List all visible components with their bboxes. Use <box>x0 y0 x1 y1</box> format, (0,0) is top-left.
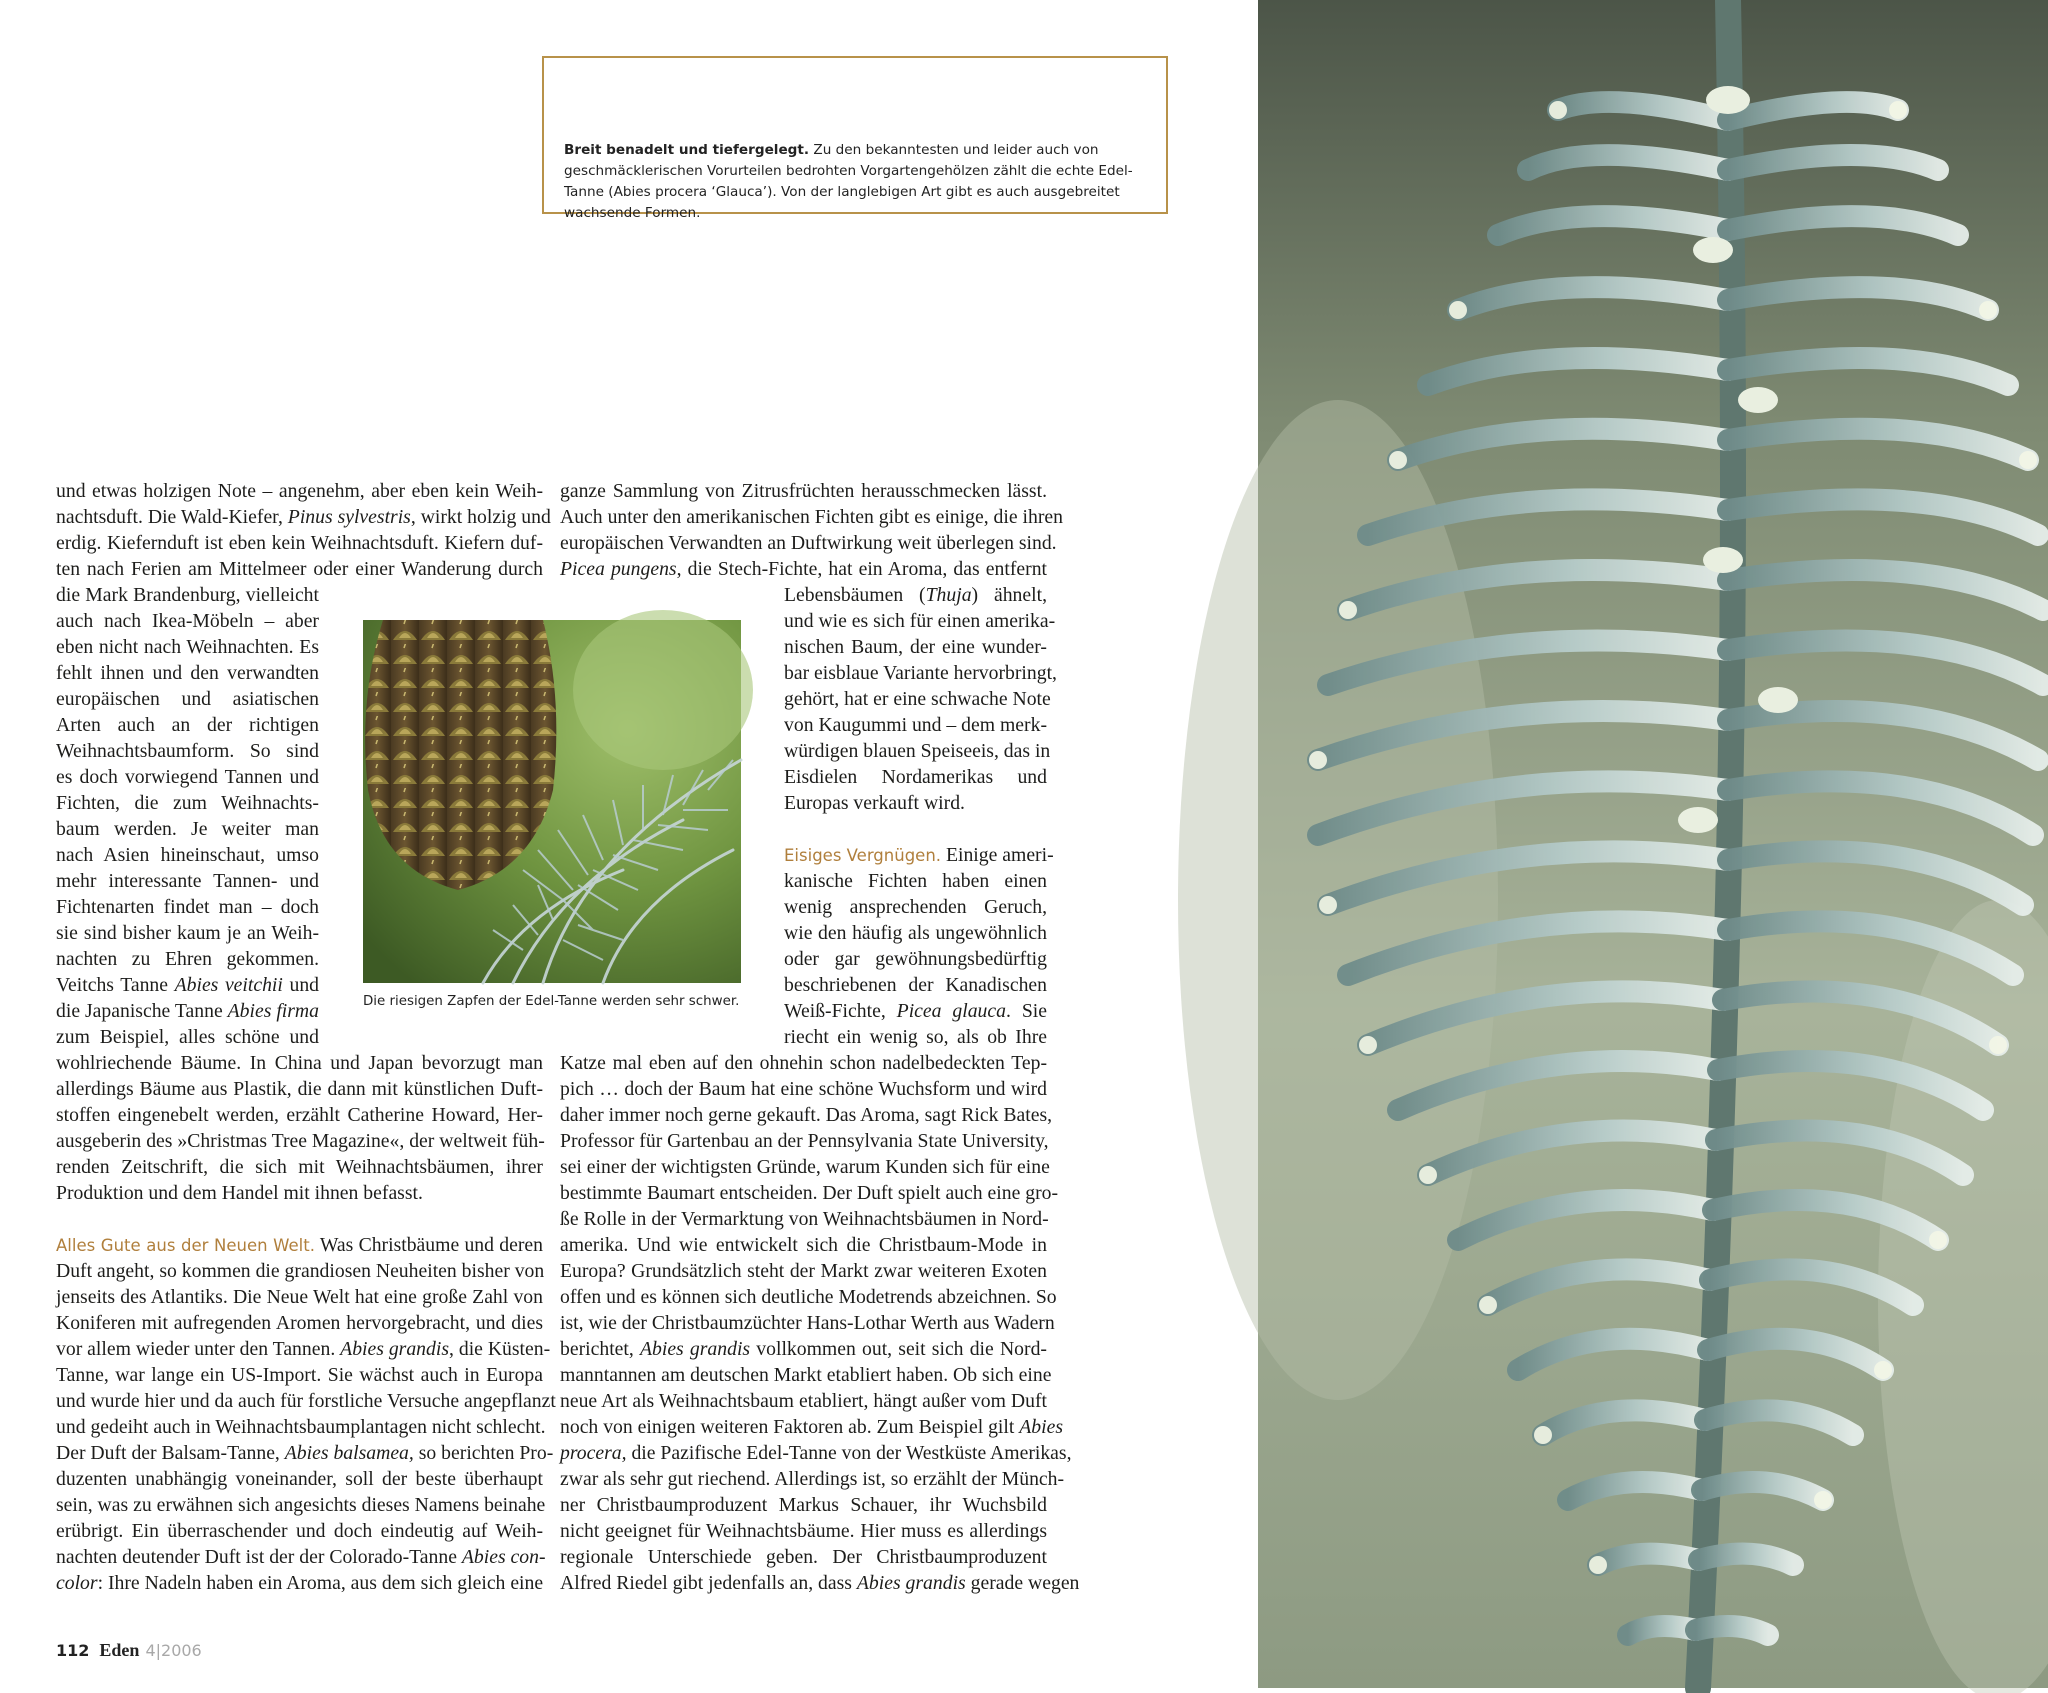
caption-box-body: Zu den bekanntesten und leider auch von geschmäcklerischen Vorurteilen bedrohten Vorgartengehölzen zählt die echte Edel-Tanne (Abies procera ‘Glauca’). Von der langlebigen Art gibt es auch ausgebreitet wachsende Formen. <box>564 142 1133 221</box>
blue-fir-branch-photo <box>1258 0 2048 1688</box>
text-line: Weihnachtsbaumform. So sind <box>56 740 319 762</box>
right-column-lower <box>560 1050 1080 1596</box>
text-line: Alfred Riedel gibt jedenfalls an, dass Abies grandis gerade wegen <box>560 1572 1080 1594</box>
text-line: nachten zu Ehren gekommen. <box>56 948 319 970</box>
text-line: würdigen blauen Speiseeis, das in <box>784 740 1051 762</box>
text-line: europäischen und asiatischen <box>56 688 319 710</box>
text-line: allerdings Bäume aus Plastik, die dann mit künstlichen Duft- <box>56 1078 543 1100</box>
text-line: bar eisblaue Variante hervorbringt, <box>784 662 1057 684</box>
text-line: kanische Fichten haben einen <box>784 870 1047 892</box>
text-line: jenseits des Atlantiks. Die Neue Welt hat eine große Zahl von <box>56 1286 543 1308</box>
text-line: und gedeiht auch in Weihnachtsbaumplantagen nicht schlecht. <box>56 1416 546 1438</box>
text-line: Professor für Gartenbau an der Pennsylvania State University, <box>560 1130 1049 1152</box>
text-line: Europa? Grundsätzlich steht der Markt zwar weiteren Exoten <box>560 1260 1047 1282</box>
right-column <box>560 478 1063 582</box>
text-line: wie den häufig als ungewöhnlich <box>784 922 1047 944</box>
text-line: mehr interessante Tannen- und <box>56 870 319 892</box>
text-line: die Mark Brandenburg, vielleicht <box>56 584 319 606</box>
page-folio <box>56 1640 202 1661</box>
text-line: gehört, hat er eine schwache Note <box>784 688 1051 710</box>
fir-cone-illustration <box>363 620 741 983</box>
left-column <box>56 478 551 582</box>
text-line: sei einer der wichtigsten Gründe, warum Kunden sich für eine <box>560 1156 1050 1178</box>
text-line: Tanne, war lange ein US-Import. Sie wächst auch in Europa <box>56 1364 543 1386</box>
text-line: stoffen eingenebelt werden, erzählt Catherine Howard, Her- <box>56 1104 543 1126</box>
text-line: amerika. Und wie entwickelt sich die Christbaum-Mode in <box>560 1234 1047 1256</box>
text-line: Fichtenarten findet man – doch <box>56 896 319 918</box>
text-line: nachten deutender Duft ist der der Colorado-Tanne Abies con- <box>56 1546 546 1568</box>
text-line: Lebensbäumen (Thuja) ähnelt, <box>784 584 1047 606</box>
photo-caption: Die riesigen Zapfen der Edel-Tanne werden sehr schwer. <box>363 994 740 1009</box>
text-line: vor allem wieder unter den Tannen. Abies grandis, die Küsten- <box>56 1338 551 1360</box>
left-column-narrow <box>56 582 319 1050</box>
text-line: eben nicht nach Weihnachten. Es <box>56 636 319 658</box>
text-line: Veitchs Tanne Abies veitchii und <box>56 974 320 996</box>
text-line: sein, was zu erwähnen sich angesichts dieses Namens beinahe <box>56 1494 546 1516</box>
text-line: bestimmte Baumart entscheiden. Der Duft spielt auch eine gro- <box>560 1182 1059 1204</box>
text-line: ganze Sammlung von Zitrusfrüchten herausschmecken lässt. <box>560 480 1047 502</box>
photo-caption-box <box>542 56 1168 221</box>
text-line: duzenten unabhängig voneinander, soll der beste überhaupt <box>56 1468 543 1490</box>
text-line: neue Art als Weihnachtsbaum etabliert, hängt außer vom Duft <box>560 1390 1047 1412</box>
text-line: Fichten, die zum Weihnachts- <box>56 792 319 814</box>
text-line: Picea pungens, die Stech-Fichte, hat ein Aroma, das entfernt <box>560 558 1048 580</box>
text-line: riecht ein wenig so, als ob Ihre <box>784 1026 1047 1048</box>
right-column-narrow <box>784 582 1057 1050</box>
text-line: oder gar gewöhnungsbedürftig <box>784 948 1047 970</box>
text-line: noch von einigen weiteren Faktoren ab. Zum Beispiel gilt Abies <box>560 1416 1064 1438</box>
text-line: Der Duft der Balsam-Tanne, Abies balsamea, so berichten Pro- <box>56 1442 554 1464</box>
text-line: nachtsduft. Die Wald-Kiefer, Pinus sylvestris, wirkt holzig und <box>56 506 551 528</box>
text-line: color: Ihre Nadeln haben ein Aroma, aus dem sich gleich eine <box>56 1572 544 1594</box>
text-line: von Kaugummi und – dem merk- <box>784 714 1048 736</box>
text-line: beschriebenen der Kanadischen <box>784 974 1047 996</box>
text-line: Auch unter den amerikanischen Fichten gibt es einige, die ihren <box>560 506 1063 528</box>
text-line: nach Asien hineinschaut, umso <box>56 844 319 866</box>
text-line: zum Beispiel, alles schöne und <box>56 1026 319 1048</box>
text-line: ausgeberin des »Christmas Tree Magazine«, der weltweit füh- <box>56 1130 545 1152</box>
text-line: und etwas holzigen Note – angenehm, aber eben kein Weih- <box>56 480 543 502</box>
text-line: europäischen Verwandten an Duftwirkung weit überlegen sind. <box>560 532 1057 554</box>
left-column-lower <box>56 1050 556 1596</box>
text-line: wenig ansprechenden Geruch, <box>784 896 1047 918</box>
section-heading: Eisiges Vergnügen. <box>784 846 942 865</box>
text-line: erdig. Kiefernduft ist eben kein Weihnachtsduft. Kiefern duf- <box>56 532 543 554</box>
caption-box-text <box>564 140 1144 224</box>
text-line: Produktion und dem Handel mit ihnen befasst. <box>56 1182 423 1204</box>
text-line: nischen Baum, der eine wunder- <box>784 636 1047 658</box>
text-line: zwar als sehr gut riechend. Allerdings ist, so erzählt der Münch- <box>560 1468 1065 1490</box>
text-line: Katze mal eben auf den ohnehin schon nadelbedeckten Tep- <box>560 1052 1047 1074</box>
caption-box-lead: Breit benadelt und tiefergelegt. <box>564 142 810 158</box>
text-line: ten nach Ferien am Mittelmeer oder einer Wanderung durch <box>56 558 543 580</box>
text-line: wohlriechende Bäume. In China und Japan bevorzugt man <box>56 1052 543 1074</box>
text-line: offen und es können sich deutliche Modetrends abzeichnen. So <box>560 1286 1057 1308</box>
text-line: es doch vorwiegend Tannen und <box>56 766 319 788</box>
text-line: Duft angeht, so kommen die grandiosen Neuheiten bisher von <box>56 1260 545 1282</box>
fir-branch-illustration <box>1258 0 2048 1688</box>
text-line: berichtet, Abies grandis vollkommen out, seit sich die Nord- <box>560 1338 1047 1360</box>
text-line: Koniferen mit aufregenden Aromen hervorgebracht, und dies <box>56 1312 543 1334</box>
text-line: Eisiges Vergnügen. Einige ameri- <box>784 844 1054 866</box>
text-line: die Japanische Tanne Abies firma <box>56 1000 319 1022</box>
text-line: daher immer noch gerne gekauft. Das Aroma, sagt Rick Bates, <box>560 1104 1053 1126</box>
text-line: fehlt ihnen und den verwandten <box>56 662 319 684</box>
text-line: Eisdielen Nordamerikas und <box>784 766 1047 788</box>
text-line: renden Zeitschrift, die sich mit Weihnachtsbäumen, ihrer <box>56 1156 543 1178</box>
text-line: erübrigt. Ein überraschender und doch eindeutig auf Weih- <box>56 1520 543 1542</box>
page-number: 112 <box>56 1641 90 1660</box>
text-line: ner Christbaumproduzent Markus Schauer, ihr Wuchsbild <box>560 1494 1047 1516</box>
text-line: sie sind bisher kaum je an Weih- <box>56 922 319 944</box>
text-line: procera, die Pazifische Edel-Tanne von der Westküste Amerikas, <box>560 1442 1072 1464</box>
text-line: ist, wie der Christbaumzüchter Hans-Lothar Werth aus Wadern <box>560 1312 1055 1334</box>
text-line: nicht geeignet für Weihnachtsbäume. Hier muss es allerdings <box>560 1520 1047 1542</box>
text-line: regionale Unterschiede geben. Der Christbaumproduzent <box>560 1546 1047 1568</box>
text-line: pich … doch der Baum hat eine schöne Wuchsform und wird <box>560 1078 1047 1100</box>
text-line: manntannen am deutschen Markt etabliert haben. Ob sich eine <box>560 1364 1052 1386</box>
text-line: ße Rolle in der Vermarktung von Weihnachtsbäumen in Nord- <box>560 1208 1049 1230</box>
text-line: und wurde hier und da auch für forstliche Versuche angepflanzt <box>56 1390 556 1412</box>
fir-cone-photo <box>363 620 741 983</box>
text-line: Alles Gute aus der Neuen Welt. Was Christbäume und deren <box>56 1234 543 1256</box>
text-line: Arten auch an der richtigen <box>56 714 319 736</box>
section-heading: Alles Gute aus der Neuen Welt. <box>56 1236 315 1255</box>
text-line: Europas verkauft wird. <box>784 792 965 814</box>
text-line: baum werden. Je weiter man <box>56 818 319 840</box>
issue-number: 4|2006 <box>145 1641 202 1660</box>
text-line: auch nach Ikea-Möbeln – aber <box>56 610 319 632</box>
text-line: Weiß-Fichte, Picea glauca. Sie <box>784 1000 1047 1022</box>
magazine-name: Eden <box>99 1640 140 1660</box>
text-line: und wie es sich für einen amerika- <box>784 610 1056 632</box>
